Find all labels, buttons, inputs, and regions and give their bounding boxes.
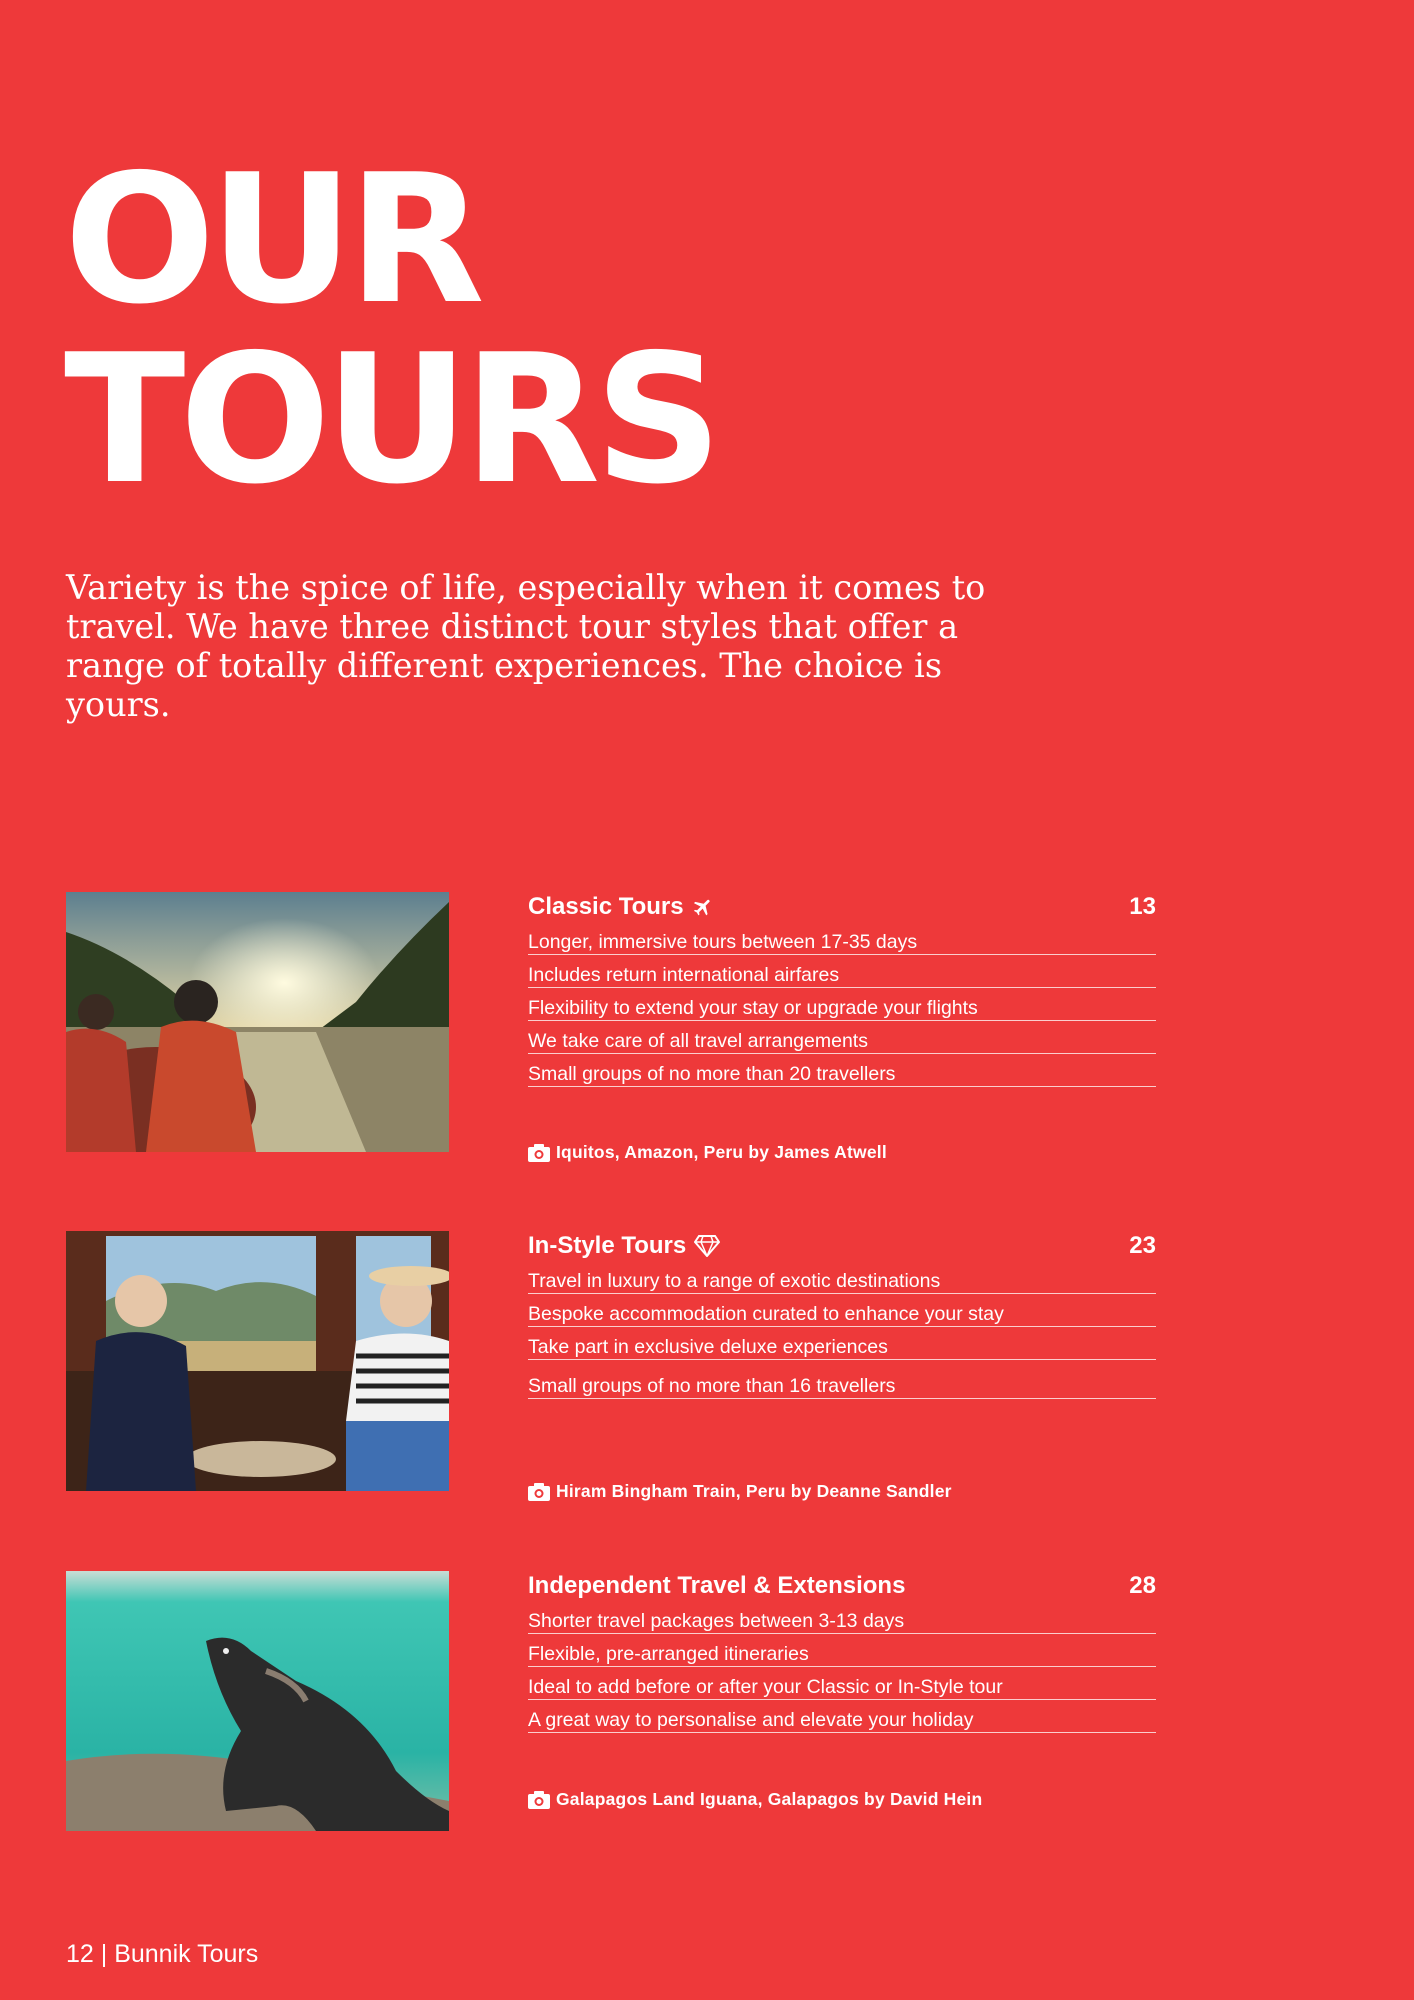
list-item: Flexibility to extend your stay or upgrade your flights (528, 988, 1156, 1021)
title-line-1: OUR (64, 136, 479, 343)
list-item: Flexible, pre-arranged itineraries (528, 1634, 1156, 1667)
tour-title (528, 1572, 905, 1600)
list-item: Ideal to add before or after your Classic or In-Style tour (528, 1667, 1156, 1700)
page-number: 13 (1129, 893, 1156, 920)
photo-credit-text: Hiram Bingham Train, Peru by Deanne Sandler (556, 1481, 952, 1501)
tour-title-text: In-Style Tours (528, 1232, 687, 1259)
list-item: Bespoke accommodation curated to enhance your stay (528, 1294, 1156, 1327)
photo-train-passengers (66, 1231, 449, 1491)
photo-credit-text: Galapagos Land Iguana, Galapagos by David Hein (556, 1789, 983, 1809)
list-item: Shorter travel packages between 3-13 days (528, 1609, 1156, 1634)
intro-paragraph: Variety is the spice of life, especially when it comes to travel. We have three distinct tour styles that offer a range of totally different experiences. The choice is yours. (66, 568, 986, 724)
tour-points (528, 1269, 1156, 1399)
tour-header (528, 1231, 1156, 1261)
camera-icon (528, 1483, 550, 1501)
list-item: Travel in luxury to a range of exotic destinations (528, 1269, 1156, 1294)
page-number: 28 (1129, 1572, 1156, 1599)
list-item: Take part in exclusive deluxe experiences (528, 1327, 1156, 1360)
photo-amazon-boat (66, 892, 449, 1152)
tour-header (528, 1571, 1156, 1601)
photo-credit (528, 1789, 982, 1810)
tour-title (528, 1232, 720, 1260)
tour-info (528, 892, 1156, 1162)
list-item: We take care of all travel arrangements (528, 1021, 1156, 1054)
camera-icon (528, 1791, 550, 1809)
tour-info (528, 1231, 1156, 1501)
tour-classic (66, 892, 1156, 1162)
tour-title-text: Independent Travel & Extensions (528, 1572, 906, 1599)
page-number: 23 (1129, 1232, 1156, 1259)
tour-info (528, 1571, 1156, 1809)
list-item: Includes return international airfares (528, 955, 1156, 988)
title-line-2: TOURS (64, 316, 717, 523)
page-title (64, 136, 717, 523)
tour-header (528, 892, 1156, 922)
tour-independent (66, 1571, 1156, 1833)
camera-icon (528, 1144, 550, 1162)
tour-title-text: Classic Tours (528, 893, 684, 920)
list-item: Small groups of no more than 16 travellers (528, 1360, 1156, 1399)
list-item: Longer, immersive tours between 17-35 days (528, 930, 1156, 955)
tour-in-style (66, 1231, 1156, 1501)
page-footer: 12 | Bunnik Tours (66, 1940, 259, 1968)
list-item: Small groups of no more than 20 travellers (528, 1054, 1156, 1087)
photo-credit (528, 1142, 887, 1163)
photo-iguana (66, 1571, 449, 1831)
photo-credit-text: Iquitos, Amazon, Peru by James Atwell (556, 1142, 887, 1162)
photo-credit (528, 1481, 952, 1502)
tour-points (528, 930, 1156, 1087)
tour-points (528, 1609, 1156, 1733)
list-item: A great way to personalise and elevate your holiday (528, 1700, 1156, 1733)
tour-title (528, 893, 714, 921)
airplane-icon (692, 896, 714, 918)
diamond-icon (694, 1235, 720, 1257)
